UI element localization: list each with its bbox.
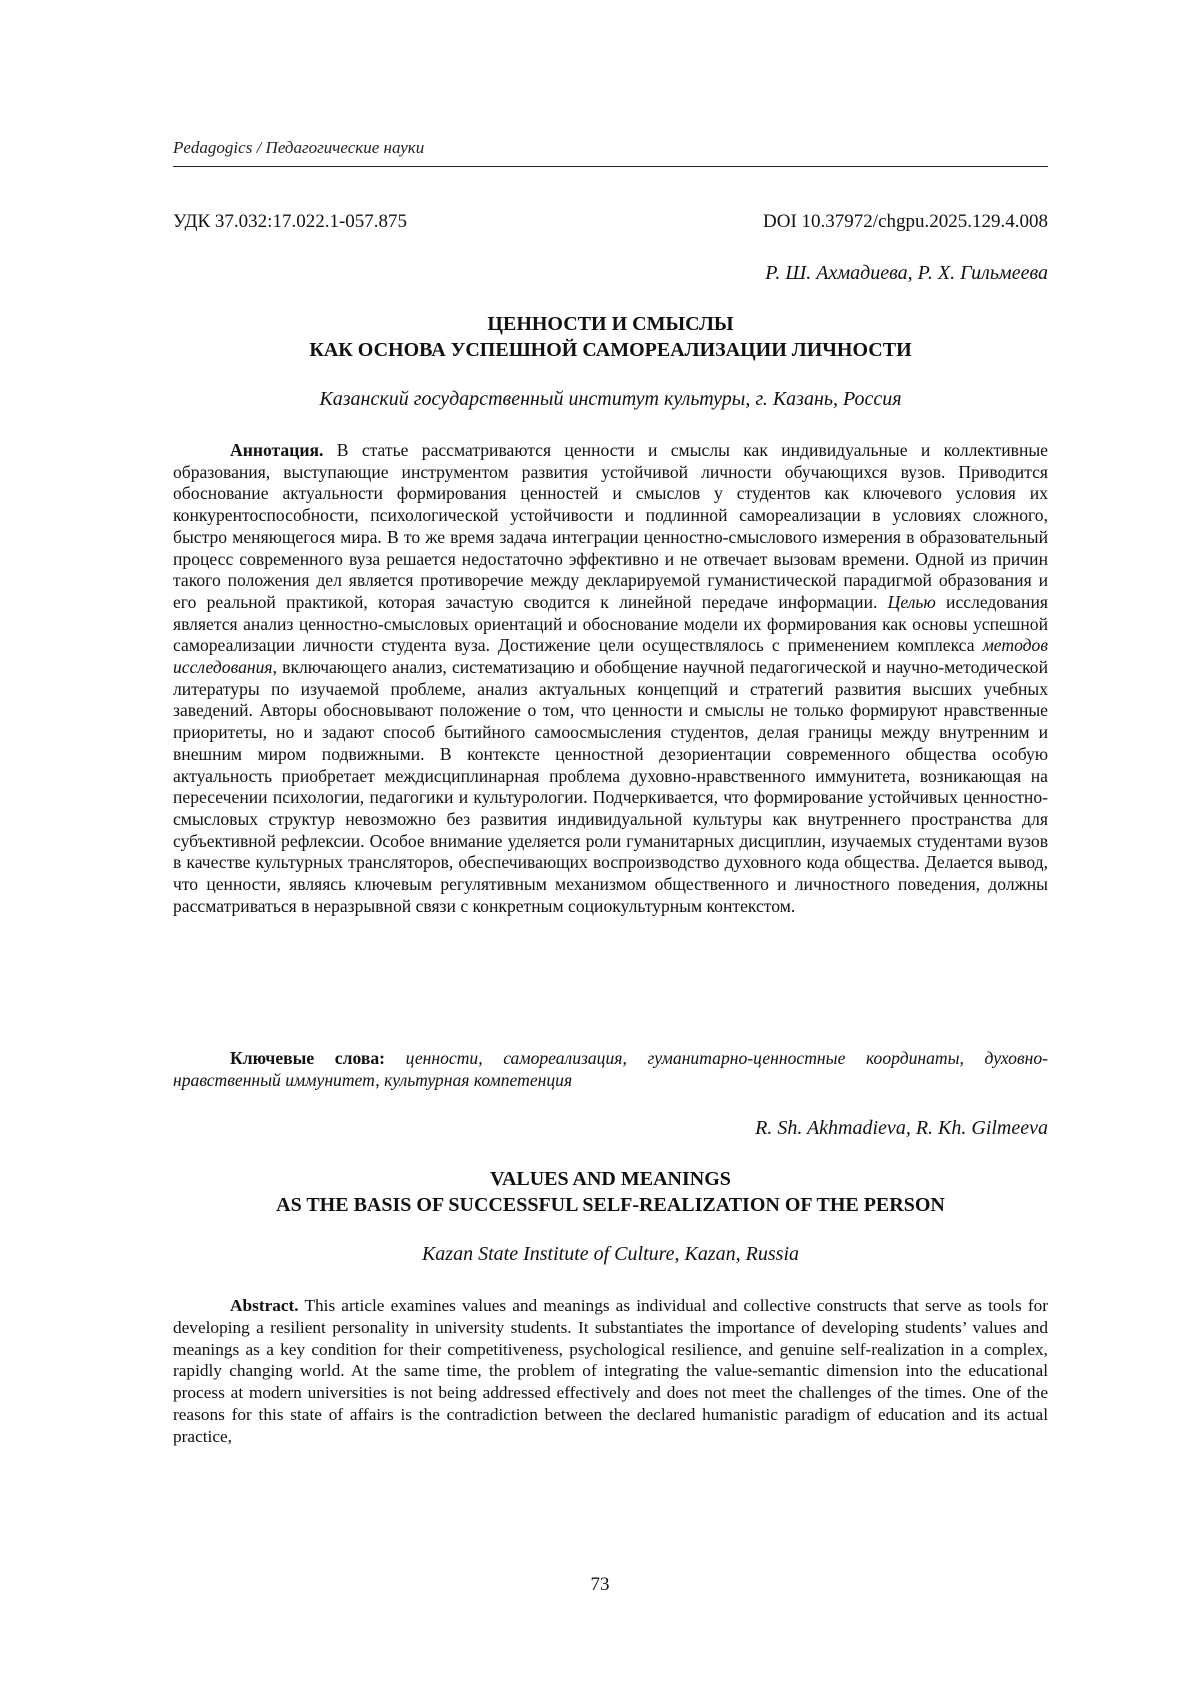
running-head: Pedagogics / Педагогические науки <box>173 138 425 157</box>
abstract-ru-emphasis-methods: методов исследования <box>173 635 1048 678</box>
keywords-ru <box>173 1048 1048 1091</box>
abstract-ru-text-1: В статье рассматриваются ценности и смыслы как индивидуальные и коллективные образования, выступающие инструментом развития устойчивой личности обучающихся вузов. Приводится обоснование актуальности формирования ценностей и смыслов у студентов как ключевого условия их конкурентоспособности, психологической устойчивости и подлинной самореализации в условиях сложного, быстро меняющегося мира. В то же время задача интеграции ценностно-смыслового измерения в образовательный процесс современного вуза решается недостаточно эффективно и не отвечает вызовам времени. Одной из причин такого положения дел является противоречие между декларируемой гуманистической парадигмой образования и его реальной практикой, которая зачастую сводится к линейной передаче информации. <box>173 440 1048 612</box>
affiliation-en: Kazan State Institute of Culture, Kazan, Russia <box>421 1243 800 1265</box>
title-en-line-2: AS THE BASIS OF SUCCESSFUL SELF-REALIZATION OF THE PERSON <box>276 1194 945 1216</box>
title-en <box>173 1166 1048 1218</box>
title-ru-line-2: КАК ОСНОВА УСПЕШНОЙ САМОРЕАЛИЗАЦИИ ЛИЧНОСТИ <box>309 339 912 361</box>
abstract-en-label: Abstract. <box>230 1296 299 1315</box>
abstract-en-text: This article examines values and meanings as individual and collective constructs that serve as tools for developing a resilient personality in university students. It substantiates the importance of developing students’ values and meanings as a key condition for their competitiveness, psychological resilience, and genuine self-realization in a complex, rapidly changing world. At the same time, the problem of integrating the value-semantic dimension into the educational process at modern universities is not being addressed effectively and does not meet the challenges of the times. One of the reasons for this state of affairs is the contradiction between the declared humanistic paradigm of education and its actual practice, <box>173 1296 1048 1446</box>
title-ru <box>173 311 1048 363</box>
header-rule <box>173 166 1048 167</box>
title-en-line-1: VALUES AND MEANINGS <box>490 1168 731 1190</box>
identifiers-row <box>173 211 1048 233</box>
abstract-en <box>173 1295 1048 1448</box>
udk-code: УДК 37.032:17.022.1-057.875 <box>173 211 408 232</box>
authors-ru: Р. Ш. Ахмадиева, Р. Х. Гильмеева <box>765 262 1048 284</box>
abstract-ru-emphasis-goal: Целью <box>887 591 936 612</box>
abstract-ru-text-3: , включающего анализ, систематизацию и обобщение научной педагогической и научно-методической литературы по изучаемой проблеме, анализ актуальных концепций и стратегий развития высших учебных заведений. Авторы обосновывают положение о том, что ценности и смыслы не только формируют нравственные приоритеты, но и задают способ бытийного самоосмысления студентов, делая границы между внутренним и внешним миром подвижными. В контексте ценностной дезориентации современного общества особую актуальность приобретает междисциплинарная проблема духовно-нравственного иммунитета, возникающая на пересечении психологии, педагогики и культурологии. Подчеркивается, что формирование устойчивых ценностно-смысловых структур невозможно без развития индивидуальной культуры как внутреннего пространства для субъективной рефлексии. Особое внимание уделяется роли гуманитарных дисциплин, изучаемых студентами вузов в качестве культурных трансляторов, обеспечивающих воспроизводство духовного кода общества. Делается вывод, что ценности, являясь ключевым регулятивным механизмом общественного и личностного поведения, должны рассматриваться в неразрывной связи с конкретным социокультурным контекстом. <box>173 657 1048 916</box>
affiliation-ru: Казанский государственный институт культуры, г. Казань, Россия <box>319 388 902 410</box>
doi: DOI 10.37972/chgpu.2025.129.4.008 <box>763 211 1048 232</box>
page-number: 73 <box>590 1574 610 1595</box>
authors-en: R. Sh. Akhmadieva, R. Kh. Gilmeeva <box>755 1117 1048 1139</box>
title-ru-line-1: ЦЕННОСТИ И СМЫСЛЫ <box>487 313 734 335</box>
keywords-ru-label: Ключевые слова: <box>230 1048 385 1068</box>
keywords-ru-list: ценности, самореализация, гуманитарно-ценностные координаты, духовно-нравственный иммунитет, культурная компетенция <box>173 1048 1048 1090</box>
abstract-ru-text-2: исследования является анализ ценностно-смысловых ориентаций и обоснование модели их формирования как основы успешной самореализации личности студента вуза. Достижение цели осуществлялось с применением комплекса <box>173 591 1048 656</box>
abstract-ru <box>173 440 1048 917</box>
abstract-ru-label: Аннотация. <box>230 440 324 460</box>
